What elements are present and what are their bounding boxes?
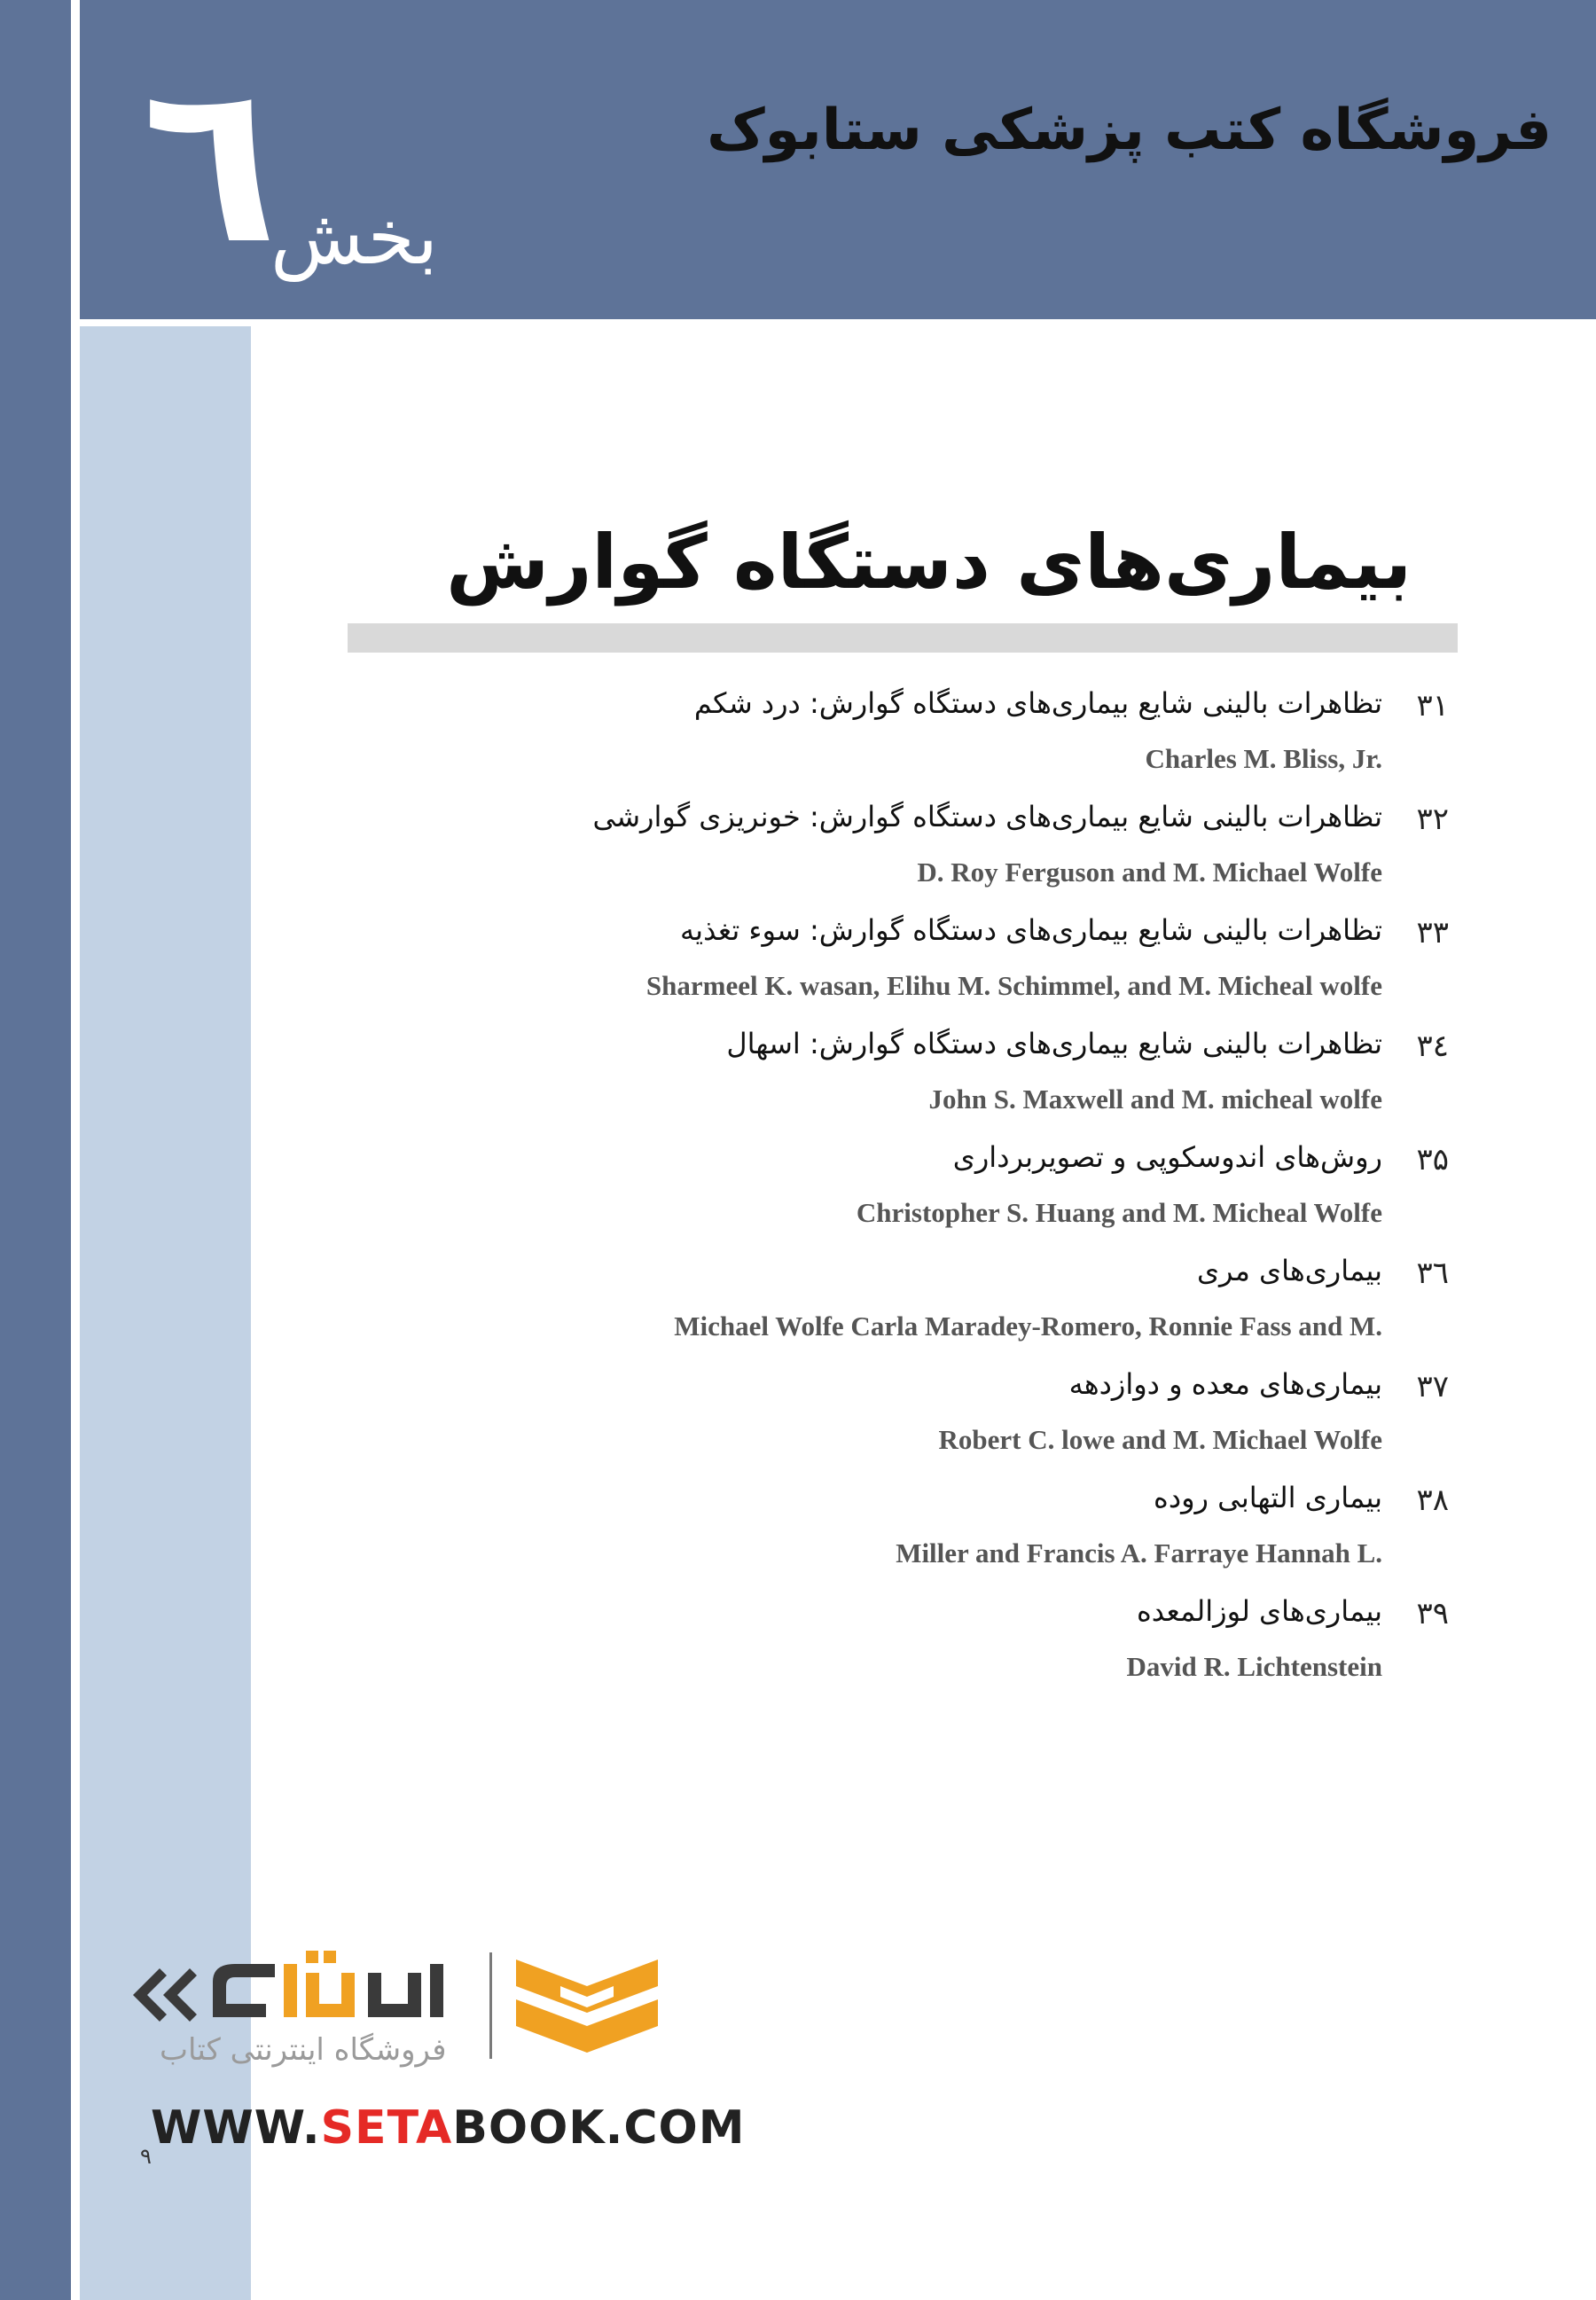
chapter-title: تظاهرات بالینی شایع بیماری‌های دستگاه گوارش: سوء تغذیه bbox=[680, 913, 1382, 947]
chapter-authors: David R. Lichtenstein bbox=[1126, 1651, 1382, 1682]
chapter-number: ۳٤ bbox=[1416, 1029, 1449, 1064]
chapter-number: ۳۹ bbox=[1416, 1596, 1449, 1631]
toc-entry-32[interactable] bbox=[348, 796, 1458, 910]
chapter-authors: Sharmeel K. wasan, Elihu M. Schimmel, and M. Micheal wolfe bbox=[645, 970, 1382, 1001]
toc-entry-35[interactable] bbox=[348, 1137, 1458, 1250]
chapter-title: بیماری التهابی روده bbox=[1154, 1481, 1382, 1514]
url-accent: SETA bbox=[320, 2101, 453, 2155]
chapter-authors: Michael Wolfe Carla Maradey-Romero, Ronnie Fass and M. bbox=[674, 1310, 1382, 1342]
chapter-authors: Christopher S. Huang and M. Micheal Wolfe bbox=[856, 1197, 1382, 1228]
toc-entry-37[interactable] bbox=[348, 1364, 1458, 1477]
toc-entry-34[interactable] bbox=[348, 1023, 1458, 1137]
chapter-number: ۳۱ bbox=[1416, 688, 1449, 724]
chapter-number: ۳۸ bbox=[1416, 1482, 1449, 1518]
book-chevron-icon bbox=[507, 1951, 667, 2066]
section-title: بیماری‌های دستگاه گوارش bbox=[446, 519, 1412, 606]
chapter-number: ۳٦ bbox=[1416, 1256, 1449, 1291]
setabook-watermark bbox=[124, 1933, 746, 2163]
chapter-title: بیماری‌های لوزالمعده bbox=[1136, 1594, 1382, 1628]
left-margin-band bbox=[0, 0, 71, 2300]
chapter-number: ۳۷ bbox=[1416, 1369, 1449, 1404]
chapter-authors: Miller and Francis A. Farraye Hannah L. bbox=[896, 1537, 1382, 1569]
chapter-authors: Charles M. Bliss, Jr. bbox=[1145, 743, 1382, 774]
logo-divider bbox=[489, 1952, 492, 2059]
chapter-authors: John S. Maxwell and M. micheal wolfe bbox=[928, 1084, 1382, 1115]
toc-entry-38[interactable] bbox=[348, 1477, 1458, 1591]
website-url[interactable] bbox=[151, 2101, 745, 2155]
chapter-title: تظاهرات بالینی شایع بیماری‌های دستگاه گوارش: اسهال bbox=[726, 1027, 1382, 1060]
chapter-number: ۳۵ bbox=[1416, 1142, 1449, 1177]
url-suffix: BOOK.COM bbox=[452, 2101, 746, 2155]
toc-entry-39[interactable] bbox=[348, 1591, 1458, 1704]
chapter-authors: D. Roy Ferguson and M. Michael Wolfe bbox=[917, 857, 1382, 888]
chapter-number: ۳۲ bbox=[1416, 802, 1449, 837]
chapter-title: تظاهرات بالینی شایع بیماری‌های دستگاه گوارش: درد شکم bbox=[693, 686, 1382, 720]
chapter-title: روش‌های اندوسکوپی و تصویربرداری bbox=[952, 1140, 1382, 1174]
toc-entry-33[interactable] bbox=[348, 910, 1458, 1023]
toc-entry-31[interactable] bbox=[348, 683, 1458, 796]
part-number: ٦ bbox=[142, 35, 278, 293]
chapter-title: بیماری‌های معده و دوازدهه bbox=[1068, 1367, 1382, 1401]
toc-entry-36[interactable] bbox=[348, 1250, 1458, 1364]
page-header bbox=[80, 0, 1596, 319]
logo-tagline: فروشگاه اینترنتی کتاب bbox=[160, 2032, 447, 2068]
title-rule bbox=[348, 623, 1458, 653]
chapter-number: ۳۳ bbox=[1416, 915, 1449, 951]
url-prefix: WWW. bbox=[151, 2101, 321, 2155]
part-label: بخش bbox=[270, 193, 439, 282]
chapter-title: بیماری‌های مری bbox=[1197, 1254, 1382, 1287]
page-number: ۹ bbox=[140, 2144, 152, 2169]
table-of-contents bbox=[348, 683, 1458, 1704]
chapter-authors: Robert C. lowe and M. Michael Wolfe bbox=[938, 1424, 1382, 1455]
chapter-title: تظاهرات بالینی شایع بیماری‌های دستگاه گوارش: خونریزی گوارشی bbox=[592, 800, 1382, 833]
store-name: فروشگاه کتب پزشکی ستابوک bbox=[707, 98, 1552, 163]
